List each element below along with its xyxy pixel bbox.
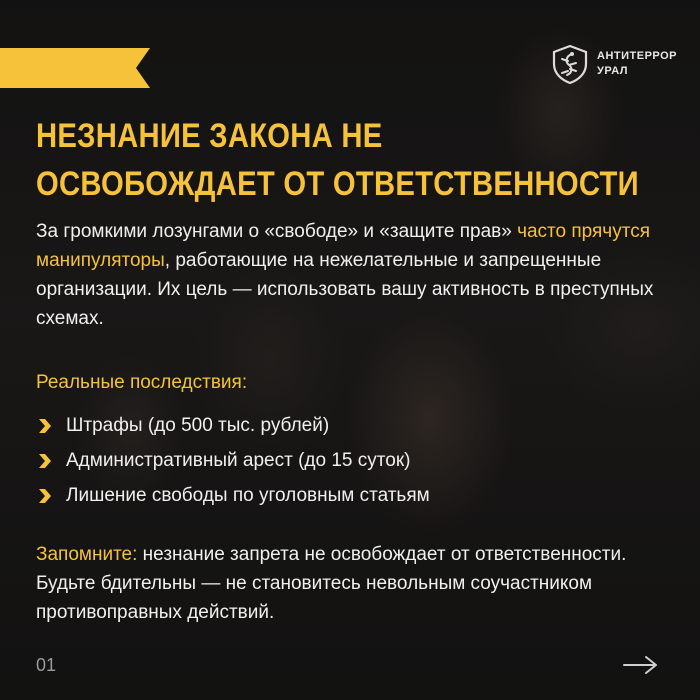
list-item-text: Штрафы (до 500 тыс. рублей) xyxy=(66,414,330,436)
list-item-text: Лишение свободы по уголовным статьям xyxy=(66,484,430,506)
consequences-heading: Реальные последствия: xyxy=(36,372,248,393)
intro-text-1: За громкими лозунгами о «свободе» и «защите прав» xyxy=(36,221,518,242)
page-number: 01 xyxy=(36,655,57,675)
consequences-list xyxy=(36,408,430,513)
list-item xyxy=(36,408,430,443)
ribbon-banner-icon xyxy=(0,48,150,88)
brand-name-line1: АНТИТЕРРОР xyxy=(597,50,677,62)
list-item-text: Административный арест (до 15 суток) xyxy=(66,449,411,471)
list-item xyxy=(36,478,430,513)
title-line2: ОСВОБОЖДАЕТ ОТ ОТВЕТСТВЕННОСТИ xyxy=(36,165,639,203)
brand-logo xyxy=(551,44,677,84)
intro-highlight: часто прячутся манипуляторы xyxy=(36,221,650,271)
chevron-right-icon xyxy=(36,487,54,505)
shield-logo-icon xyxy=(551,44,589,84)
intro-text-2: , работающие на нежелательные и запрещенные организации. Их цель — использовать вашу активность в преступных схемах. xyxy=(36,250,654,329)
brand-name-line2: УРАЛ xyxy=(597,65,629,77)
chevron-right-icon xyxy=(36,452,54,470)
page-title xyxy=(36,112,639,208)
intro-paragraph xyxy=(36,217,676,333)
remember-paragraph xyxy=(36,540,676,627)
list-item xyxy=(36,443,430,478)
chevron-right-icon xyxy=(36,417,54,435)
remember-text: незнание запрета не освобождает от ответственности. Будьте бдительны — не становитесь невольным соучастником противоправных действий. xyxy=(36,544,627,623)
arrow-right-icon[interactable] xyxy=(622,654,660,676)
remember-label: Запомните: xyxy=(36,544,138,565)
title-line1: НЕЗНАНИЕ ЗАКОНА НЕ xyxy=(36,117,383,155)
